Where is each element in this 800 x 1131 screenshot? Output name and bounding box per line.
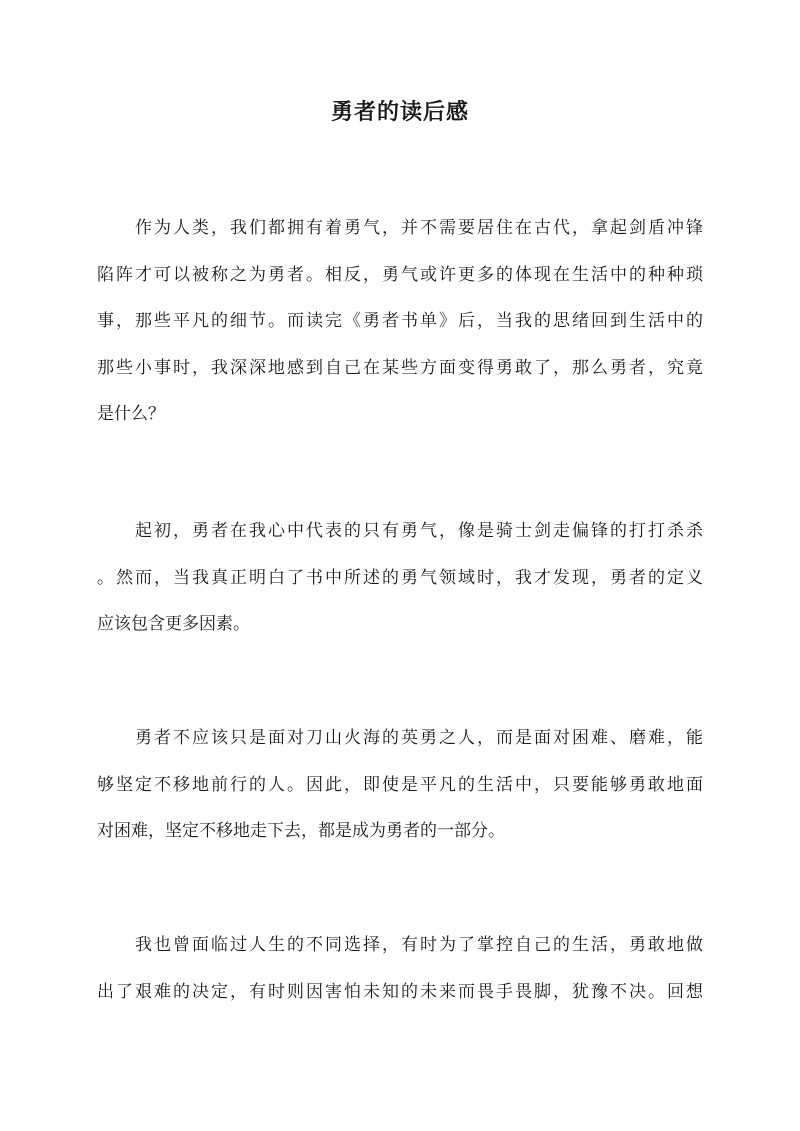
paragraph-line: 。然而，当我真正明白了书中所述的勇气领域时，我才发现，勇者的定义 xyxy=(97,567,703,588)
paragraph-line: 勇者不应该只是面对刀山火海的英勇之人，而是面对困难、磨难，能 xyxy=(97,728,703,748)
paragraph-line: 陷阵才可以被称之为勇者。相反，勇气或许更多的体现在生活中的种种琐 xyxy=(97,264,703,285)
paragraph-line: 是什么？ xyxy=(97,404,165,424)
paragraph-line: 应该包含更多因素。 xyxy=(97,614,250,634)
paragraph-3 xyxy=(97,715,703,855)
paragraph-line: 出了艰难的决定，有时则因害怕未知的未来而畏手畏脚，犹豫不决。回想 xyxy=(97,981,703,1002)
paragraph-line: 够坚定不移地前行的人。因此，即使是平凡的生活中，只要能够勇敢地面 xyxy=(97,774,703,795)
paragraph-line: 那些小事时，我深深地感到自己在某些方面变得勇敢了，那么勇者，究竟 xyxy=(97,357,703,378)
paragraph-1 xyxy=(97,205,703,438)
document-title: 勇者的读后感 xyxy=(330,99,469,125)
paragraph-4 xyxy=(97,922,703,1015)
paragraph-line: 我也曾面临过人生的不同选择，有时为了掌控自己的生活，勇敢地做 xyxy=(97,935,703,955)
paragraph-2 xyxy=(97,508,703,648)
paragraph-line: 起初，勇者在我心中代表的只有勇气，像是骑士剑走偏锋的打打杀杀 xyxy=(97,521,703,541)
paragraph-line: 对困难，坚定不移地走下去，都是成为勇者的一部分。 xyxy=(97,821,505,841)
paragraph-line: 事，那些平凡的细节。而读完《勇者书单》后，当我的思绪回到生活中的 xyxy=(97,311,703,331)
paragraph-line: 作为人类，我们都拥有着勇气，并不需要居住在古代，拿起剑盾冲锋 xyxy=(97,218,703,238)
